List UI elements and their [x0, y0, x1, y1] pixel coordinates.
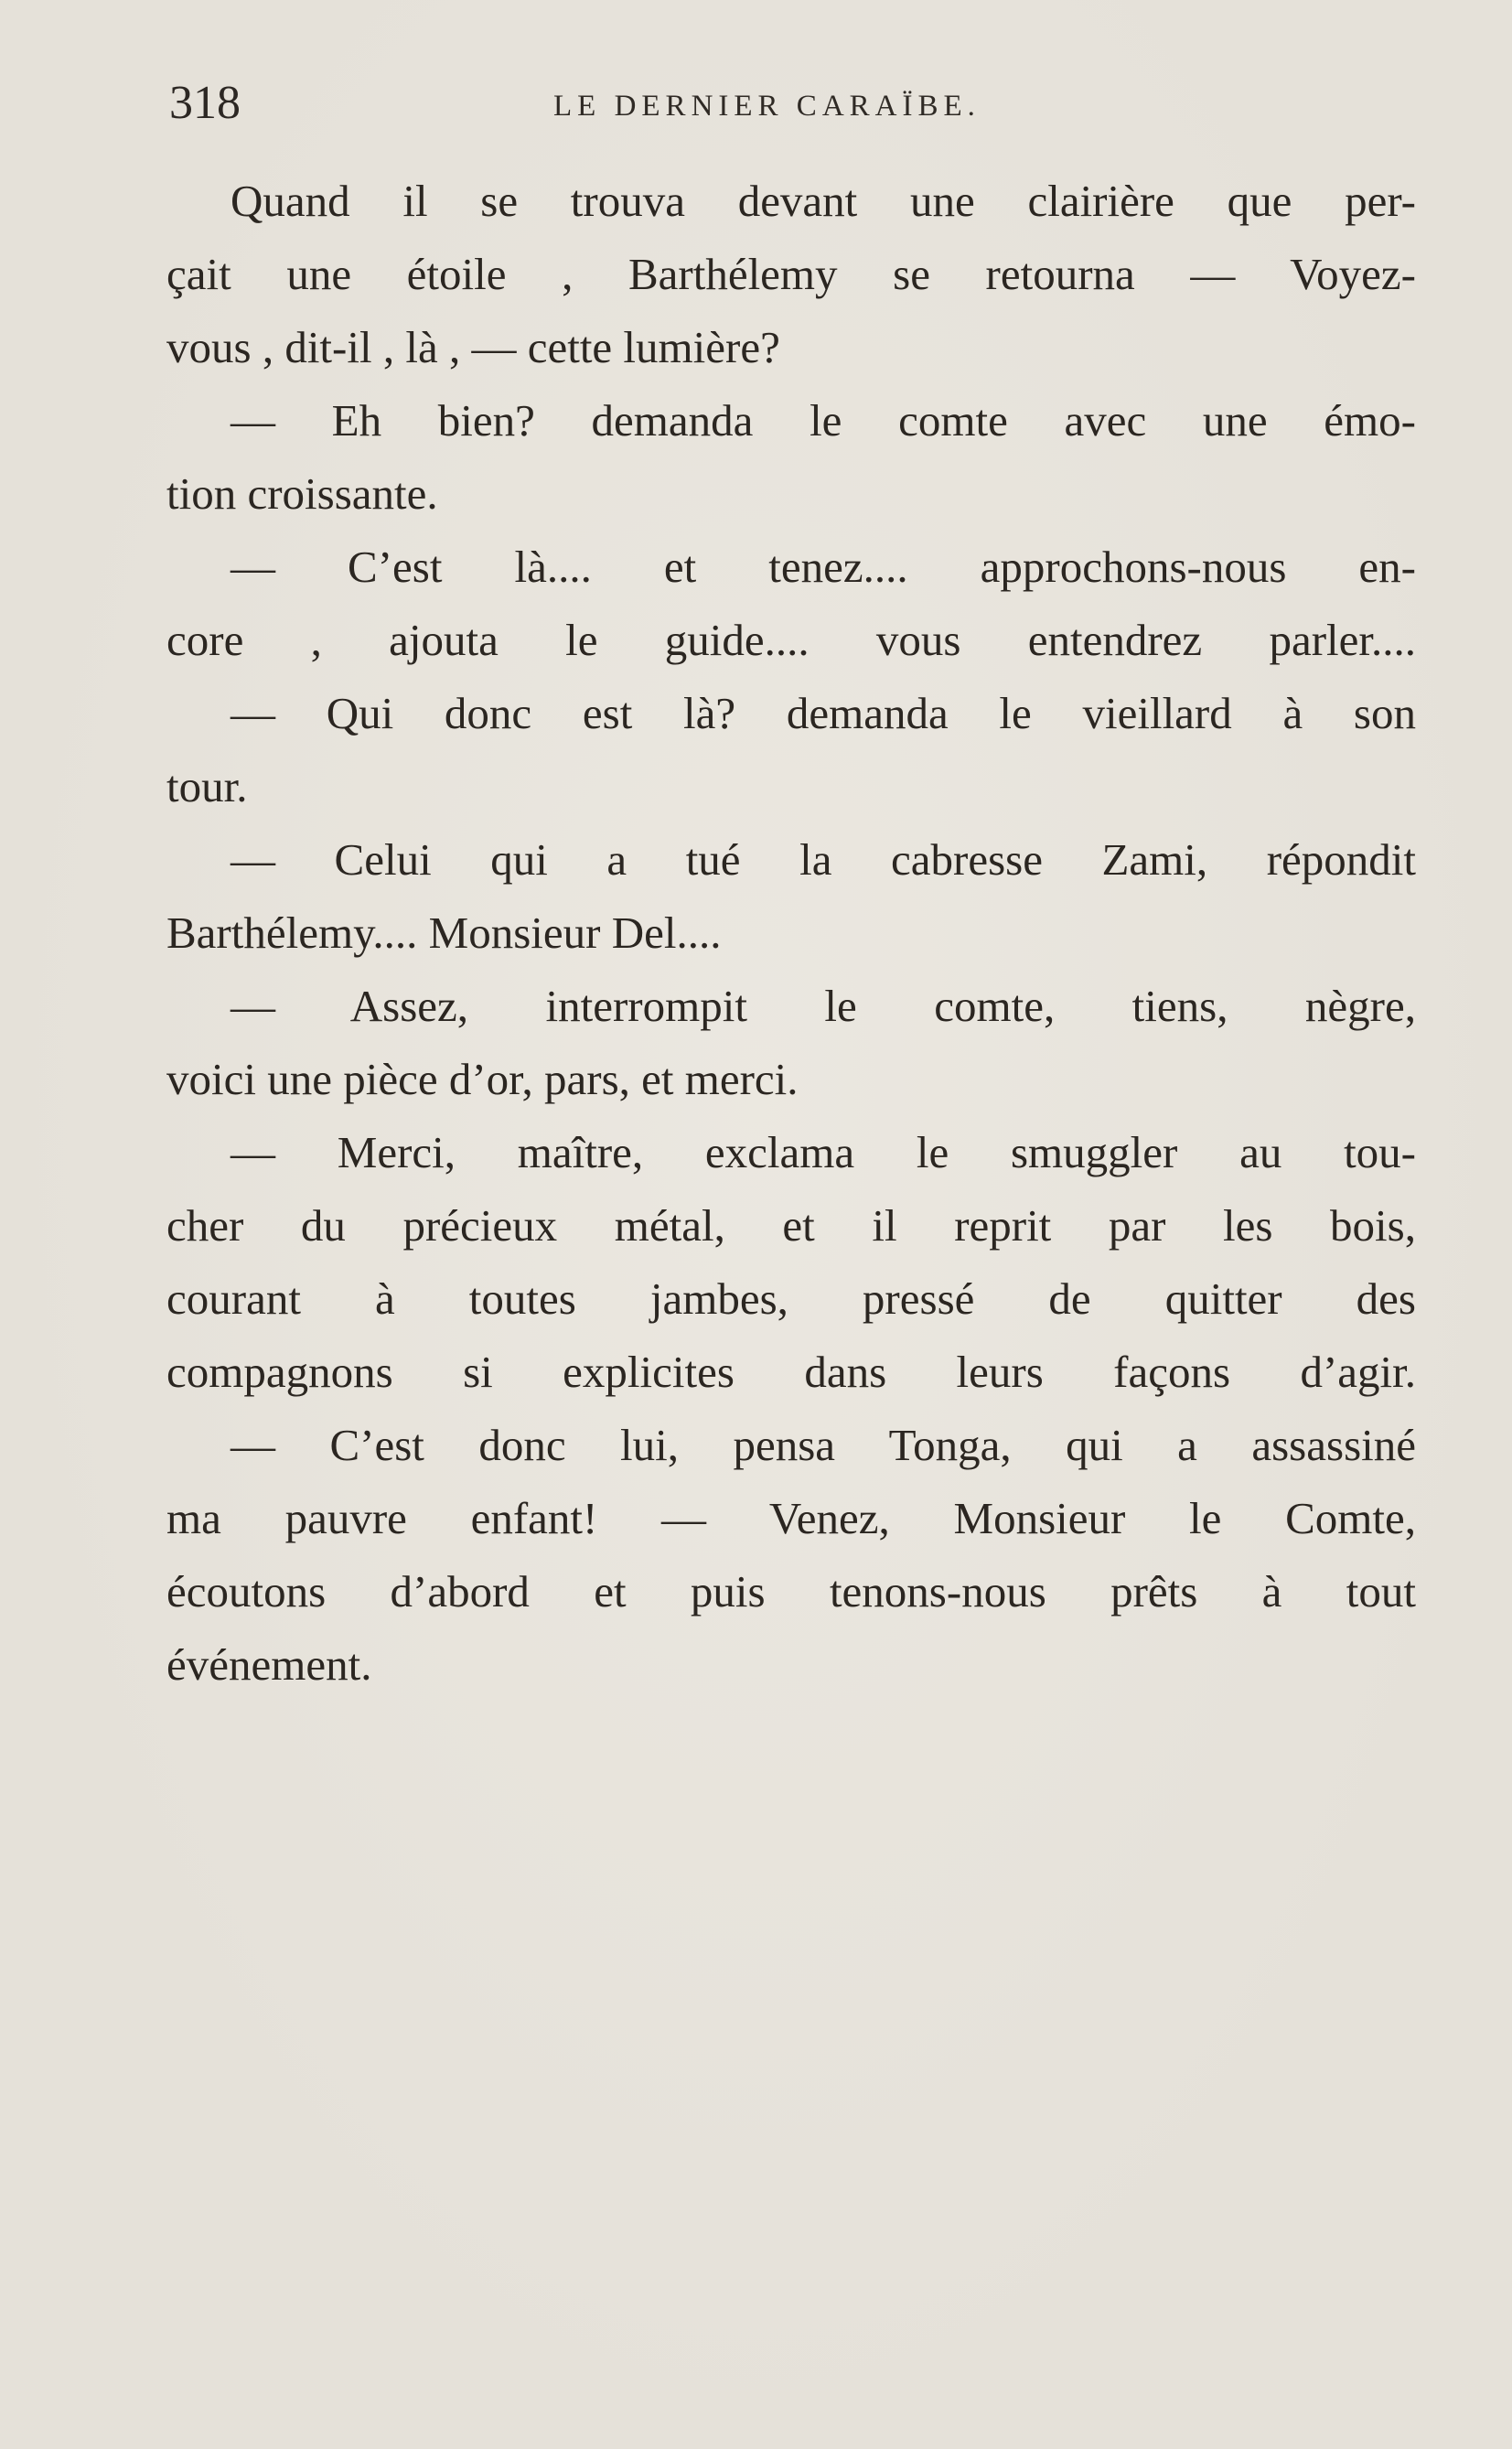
text-line: événement.	[166, 1639, 372, 1690]
text-line: — Merci, maître, exclama le smuggler au tou-	[231, 1127, 1416, 1177]
text-line: Barthélemy.... Monsieur Del....	[166, 908, 722, 958]
text-line: — Celui qui a tué la cabresse Zami, répondit	[231, 834, 1416, 885]
body-text	[166, 165, 1416, 1702]
text-line: Quand il se trouva devant une clairière que per-	[231, 176, 1416, 226]
text-line: voici une pièce d’or, pars, et merci.	[166, 1054, 799, 1104]
text-line: — C’est donc lui, pensa Tonga, qui a assassiné	[231, 1420, 1416, 1470]
text-line: — C’est là.... et tenez.... approchons-nous en-	[231, 542, 1416, 592]
text-line: core , ajouta le guide.... vous entendrez parler....	[166, 615, 1416, 665]
text-line: compagnons si explicites dans leurs façons d’agir.	[166, 1347, 1416, 1397]
text-line: — Assez, interrompit le comte, tiens, nègre,	[231, 981, 1416, 1031]
text-line: — Eh bien? demanda le comte avec une émo-	[231, 395, 1416, 446]
running-title: LE DERNIER CARAÏBE.	[553, 90, 981, 123]
text-line: cher du précieux métal, et il reprit par les bois,	[166, 1200, 1416, 1251]
page-number: 318	[169, 77, 241, 129]
text-line: tour.	[166, 761, 248, 811]
text-line: ma pauvre enfant! — Venez, Monsieur le Comte,	[166, 1493, 1416, 1543]
page-header	[169, 71, 1418, 135]
text-line: çait une étoile , Barthélemy se retourna — Voyez-	[166, 249, 1416, 299]
text-line: tion croissante.	[166, 468, 438, 519]
text-line: — Qui donc est là? demanda le vieillard à son	[231, 688, 1416, 738]
text-line: vous , dit-il , là , — cette lumière?	[166, 322, 780, 372]
text-line: écoutons d’abord et puis tenons-nous prêts à tout	[166, 1566, 1416, 1617]
text-line: courant à toutes jambes, pressé de quitter des	[166, 1273, 1416, 1324]
